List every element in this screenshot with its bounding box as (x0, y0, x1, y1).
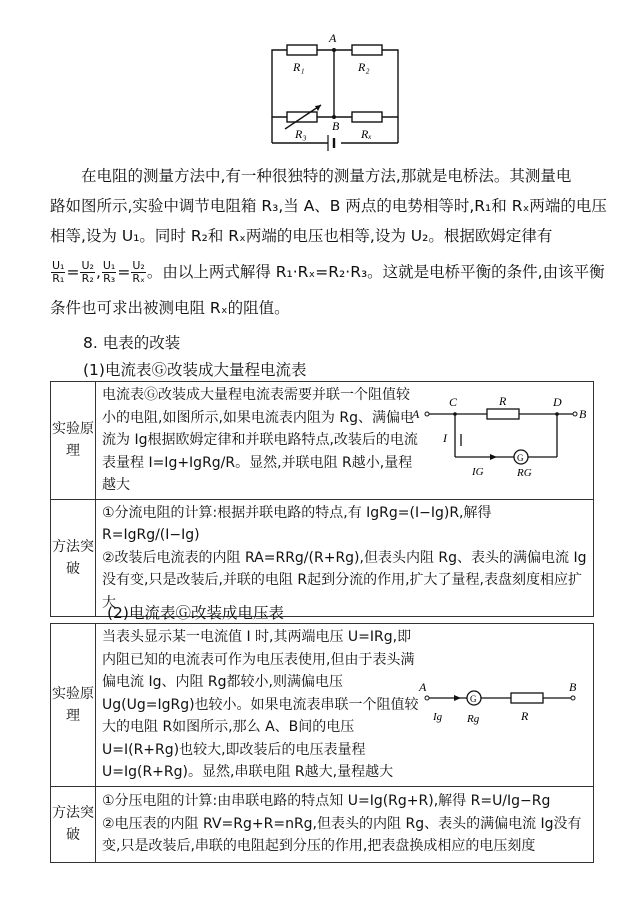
sub1-title: (1)电流表Ⓖ改装成大量程电流表 (83, 361, 307, 379)
node-b-label: B (332, 119, 340, 133)
parallel-shunt-diagram (407, 392, 587, 478)
method-item-2: ②电压表的内阻 RV=Rg+R=nRg,但表头的内阻 Rg、表头的满偏电流 Ig没有变,只是改装后,串联的电阻起到分压的作用,把表盘换成相应的电压刻度 (102, 815, 582, 855)
r2-label: R₂ (358, 60, 370, 74)
intro-line-5: 条件也可求出被测电阻 Rₓ的阻值。 (50, 299, 290, 317)
diagram-label: RG (517, 467, 532, 478)
node-a-label: A (329, 31, 337, 45)
intro-formula-rest: 。由以上两式解得 R₁·Rₓ=R₂·R₃。这就是电桥平衡的条件,由该平衡 (146, 263, 605, 281)
intro-line-1: 在电阻的测量方法中,有一种很独特的测量方法,那就是电桥法。其测量电 (81, 167, 572, 185)
principle-text: 电流表Ⓖ改装成大量程电流表需要并联一个阻值较小的电阻,如图所示,如果电流表内阻为 Rg、满偏电流为 Ig根据欧姆定律和并联电路特点,改装后的电流表量程 I=Ig+IgRg/R。显然,并联电阻 R越小,量程越大 (102, 387, 418, 493)
intro-paragraph (50, 161, 610, 323)
method-cell (96, 499, 594, 617)
diagram-label: I (443, 431, 447, 445)
intro-line-3: 相等,设为 U₁。同时 R₂和 Rₓ两端的电压也相等,设为 U₂。根据欧姆定律有 (50, 227, 553, 245)
diagram-label: B (579, 407, 587, 421)
r3-label: R₃ (295, 127, 307, 141)
method-label: 方法突破 (51, 786, 96, 862)
diagram-label: Ig (433, 711, 443, 723)
principle-cell (96, 624, 594, 787)
fraction: $\frac{\text{U₁}}{\text{R₃}}$ (102, 259, 116, 285)
principle-label: 实验原理 (51, 382, 96, 500)
diagram-label: A (412, 407, 420, 421)
fraction: $\frac{\text{U₂}}{\text{Rₓ}}$ (132, 259, 145, 285)
intro-line-2: 路如图所示,实验中调节电阻箱 R₃,当 A、B 两点的电势相等时,R₁和 Rₓ两端的电压 (50, 197, 607, 215)
diagram-label: B (569, 680, 577, 694)
diagram-label: A (419, 680, 427, 694)
bridge-circuit-diagram (255, 25, 415, 165)
series-resistor-diagram (415, 676, 585, 736)
galvanometer-label: G (517, 453, 524, 463)
fraction: $\frac{\text{U₂}}{\text{R₂}}$ (81, 259, 94, 285)
sub2-title: (2)电流表Ⓖ改装成电压表 (107, 604, 284, 622)
fraction: $\frac{\text{U₁}}{\text{R₁}}$ (52, 259, 65, 285)
method-label: 方法突破 (51, 499, 96, 617)
galvanometer-label: G (470, 694, 477, 704)
diagram-label: R (521, 709, 529, 723)
method-item-1: ①分压电阻的计算:由串联电路的特点知 U=Ig(Rg+R),解得 R=U/Ig−Rg (102, 793, 551, 810)
principle-cell (96, 382, 594, 500)
method-item-2: ②改装后电流表的内阻 RA=RRg/(R+Rg),但表头内阻 Rg、表头的满偏电流 Ig没有变,只是改装后,并联的电阻 R起到分流的作用,扩大了量程,表盘刻度相应扩大 (102, 549, 587, 611)
diagram-label: Rg (467, 713, 480, 725)
voltmeter-table (50, 623, 594, 863)
principle-label: 实验原理 (51, 624, 96, 787)
diagram-label: R (499, 394, 507, 408)
method-cell (96, 786, 594, 862)
method-item-1: ①分流电阻的计算:根据并联电路的特点,有 IgRg=(I−Ig)R,解得 R=IgRg/(I−Ig) (102, 504, 492, 543)
section-8-title: 8. 电表的改装 (83, 334, 181, 352)
r1-label: R₁ (293, 60, 305, 74)
ammeter-table (50, 381, 594, 617)
diagram-label: D (553, 395, 562, 409)
principle-text: 当表头显示某一电流值 I 时,其两端电压 U=IRg,即内阻已知的电流表可作为电压表使用,但由于表头满偏电流 Ig、内阻 Rg都较小,则满偏电压 Ug(Ug=IgRg)也较小。如果电流表串联一个阻值较大的电阻 R如图所示,那么 A、B间的电压 U=I(R+Rg)也较大,即改装后的电压表量程 U=Ig(R+Rg)。显然,串联电阻 R越大,量程越大 (102, 629, 419, 780)
diagram-label: C (449, 395, 458, 409)
rx-label: Rₓ (361, 127, 372, 141)
intro-formula-line: $\frac{\text{U₁}}{\text{R₁}}$ = $\frac{\text{U₂}}{\text{R₂}}$ , $\frac{\text{U₁}}{\text{R₃}}$ = $\frac{\text{U₂}}{\text{Rₓ}}$ 。由以上两式解得 R₁·Rₓ=R₂·R₃。这就是电桥平衡的条件,由该平衡 (52, 259, 605, 285)
diagram-label: IG (472, 466, 484, 478)
